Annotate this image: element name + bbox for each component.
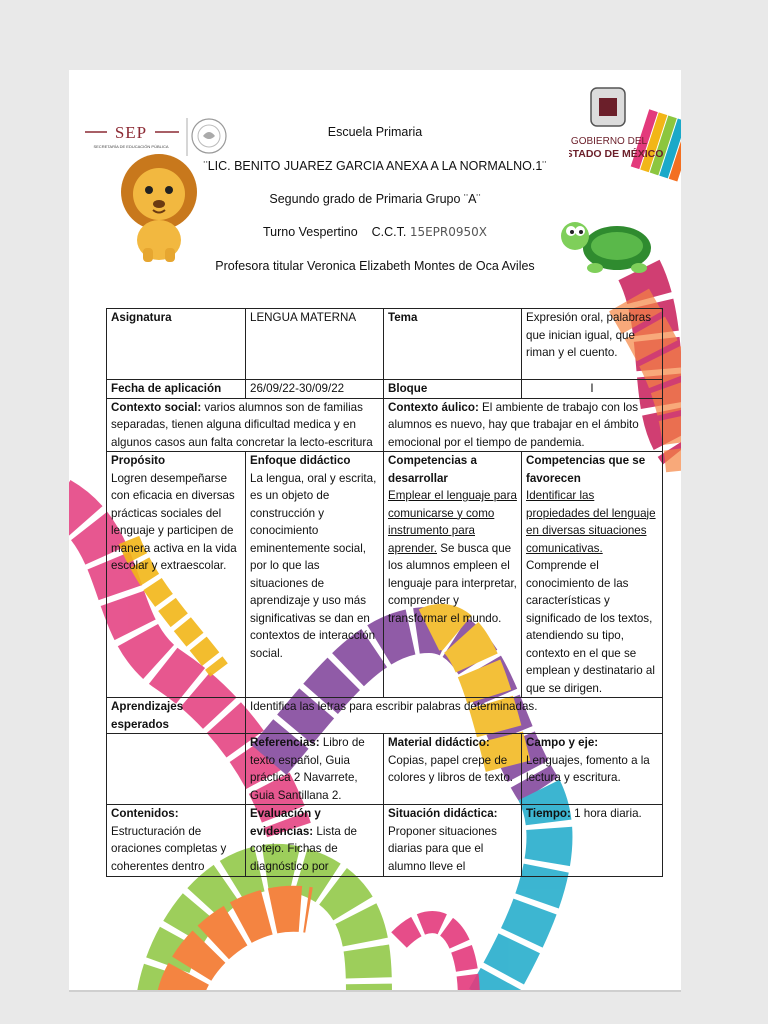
favorecen-rest: Comprende el conocimiento de las características y significado de los textos, atendiendo su tipo, contexto en el que se emplean y destinatario al que se dirigen.: [526, 559, 655, 695]
contenidos-cell: [107, 805, 246, 877]
competencias-underlined: Emplear el lenguaje para comunicarse y como instrumento para aprender.: [388, 489, 517, 555]
table-row: [107, 309, 663, 380]
referencias-label: Referencias:: [250, 736, 320, 749]
table-row: [107, 698, 663, 734]
referencias-value: Libro de texto español, Guia práctica 2 Navarrete, Guia Santillana 2.: [250, 736, 365, 802]
table-row: [107, 805, 663, 877]
lesson-plan-table: [106, 308, 663, 877]
shift: Turno Vespertino: [262, 225, 358, 239]
competencias-label: Competencias a desarrollar: [388, 454, 477, 485]
material-label: Material didáctico:: [388, 736, 490, 749]
situacion-value: Proponer situaciones diarias para que el alumno lleve el: [388, 824, 497, 873]
table-row: [107, 398, 663, 452]
evaluacion-cell: [246, 805, 384, 877]
aprendizajes-value: Identifica las letras para escribir palabras determinadas.: [246, 698, 663, 734]
sep-logo-text: SEP: [114, 123, 148, 142]
shift-line: [69, 225, 681, 239]
teacher-name: Profesora titular Veronica Elizabeth Montes de Oca Aviles: [215, 259, 535, 273]
asignatura-label: Asignatura: [107, 309, 246, 380]
competencias-rest: Se busca que los alumnos empleen el lenguaje para interpretar, comprender y transformar el mundo.: [388, 541, 517, 625]
table-row: [107, 380, 663, 399]
gob-logo-line2: ESTADO DE MÉXICO: [569, 148, 664, 160]
gob-logo-line1: GOBIERNO DEL: [570, 136, 648, 147]
contexto-social-value: varios alumnos son de familias separadas, tienen alguna dificultad medica y en algunos casos aun falta concretar la lecto-escritura: [111, 400, 373, 449]
contenidos-label: Contenidos:: [111, 807, 179, 820]
tiempo-cell: [522, 805, 663, 877]
material-cell: [384, 734, 522, 805]
campo-label: Campo y eje:: [526, 736, 599, 749]
favorecen-underlined: Identificar las propiedades del lenguaje en diversas situaciones comunicativas.: [526, 489, 656, 555]
table-row: [107, 452, 663, 698]
tema-label: Tema: [384, 309, 522, 380]
asignatura-value: LENGUA MATERNA: [246, 309, 384, 380]
contexto-aulico-value: El ambiente de trabajo con los alumnos es nuevo, hay que trabajar en el ámbito emocional por el tiempo de pandemia.: [388, 400, 639, 449]
bloque-label: Bloque: [384, 380, 522, 399]
school-name: ¨LIC. BENITO JUAREZ GARCIA ANEXA A LA NORMALNO.1¨: [203, 159, 547, 173]
situacion-label: Situación didáctica:: [388, 807, 498, 820]
enfoque-cell: [246, 452, 384, 698]
table-row: [107, 734, 663, 805]
grade-group: Segundo grado de Primaria Grupo ¨A¨: [269, 192, 481, 206]
referencias-cell: [246, 734, 384, 805]
page-bottom-divider: [69, 990, 681, 992]
favorecen-label: Competencias que se favorecen: [526, 454, 646, 485]
fecha-label: Fecha de aplicación: [107, 380, 246, 399]
cct-value: 15EPR0950X: [409, 225, 488, 239]
proposito-cell: [107, 452, 246, 698]
contexto-social-label: Contexto social:: [111, 400, 202, 414]
favorecen-cell: [522, 452, 663, 698]
bloque-value: I: [522, 380, 663, 399]
tiempo-value: 1 hora diaria.: [570, 807, 642, 820]
evaluacion-label: Evaluación y evidencias:: [250, 807, 321, 838]
cct-label: C.C.T.: [371, 225, 407, 239]
evaluacion-value: Lista de cotejo. Fichas de diagnóstico por: [250, 824, 357, 873]
tiempo-label: Tiempo:: [526, 807, 571, 820]
campo-cell: [522, 734, 663, 805]
campo-value: Lenguajes, fomento a la lectura y escritura.: [526, 753, 650, 784]
enfoque-label: Enfoque didáctico: [250, 454, 351, 467]
fecha-value: 26/09/22-30/09/22: [246, 380, 384, 399]
competencias-cell: [384, 452, 522, 698]
material-value: Copias, papel crepe de colores y libros de texto.: [388, 753, 514, 784]
proposito-label: Propósito: [111, 454, 166, 467]
contexto-aulico-cell: [384, 398, 663, 452]
proposito-value: Logren desempeñarse con eficacia en diversas prácticas sociales del lenguaje y participen de manera activa en la vida escolar y extraescolar.: [111, 471, 237, 572]
contenidos-value: Estructuración de oraciones completas y coherentes dentro: [111, 824, 227, 873]
aprendizajes-label: Aprendizajes esperados: [107, 698, 246, 734]
enfoque-value: La lengua, oral y escrita, es un objeto de construcción y conocimiento eminentemente social, por lo que las situaciones de aprendizaje y uso más significativas se dan en contextos de interacción social.: [250, 471, 377, 660]
tema-value: Expresión oral, palabras que inician igual, que riman y el cuento.: [522, 309, 663, 380]
contexto-aulico-label: Contexto áulico:: [388, 400, 479, 414]
sep-logo-subtitle: SECRETARÍA DE EDUCACIÓN PÚBLICA: [93, 144, 169, 149]
document-page: [69, 70, 681, 992]
contexto-social-cell: [107, 398, 384, 452]
empty-cell: [107, 734, 246, 805]
school-type: Escuela Primaria: [327, 125, 423, 139]
situacion-cell: [384, 805, 522, 877]
